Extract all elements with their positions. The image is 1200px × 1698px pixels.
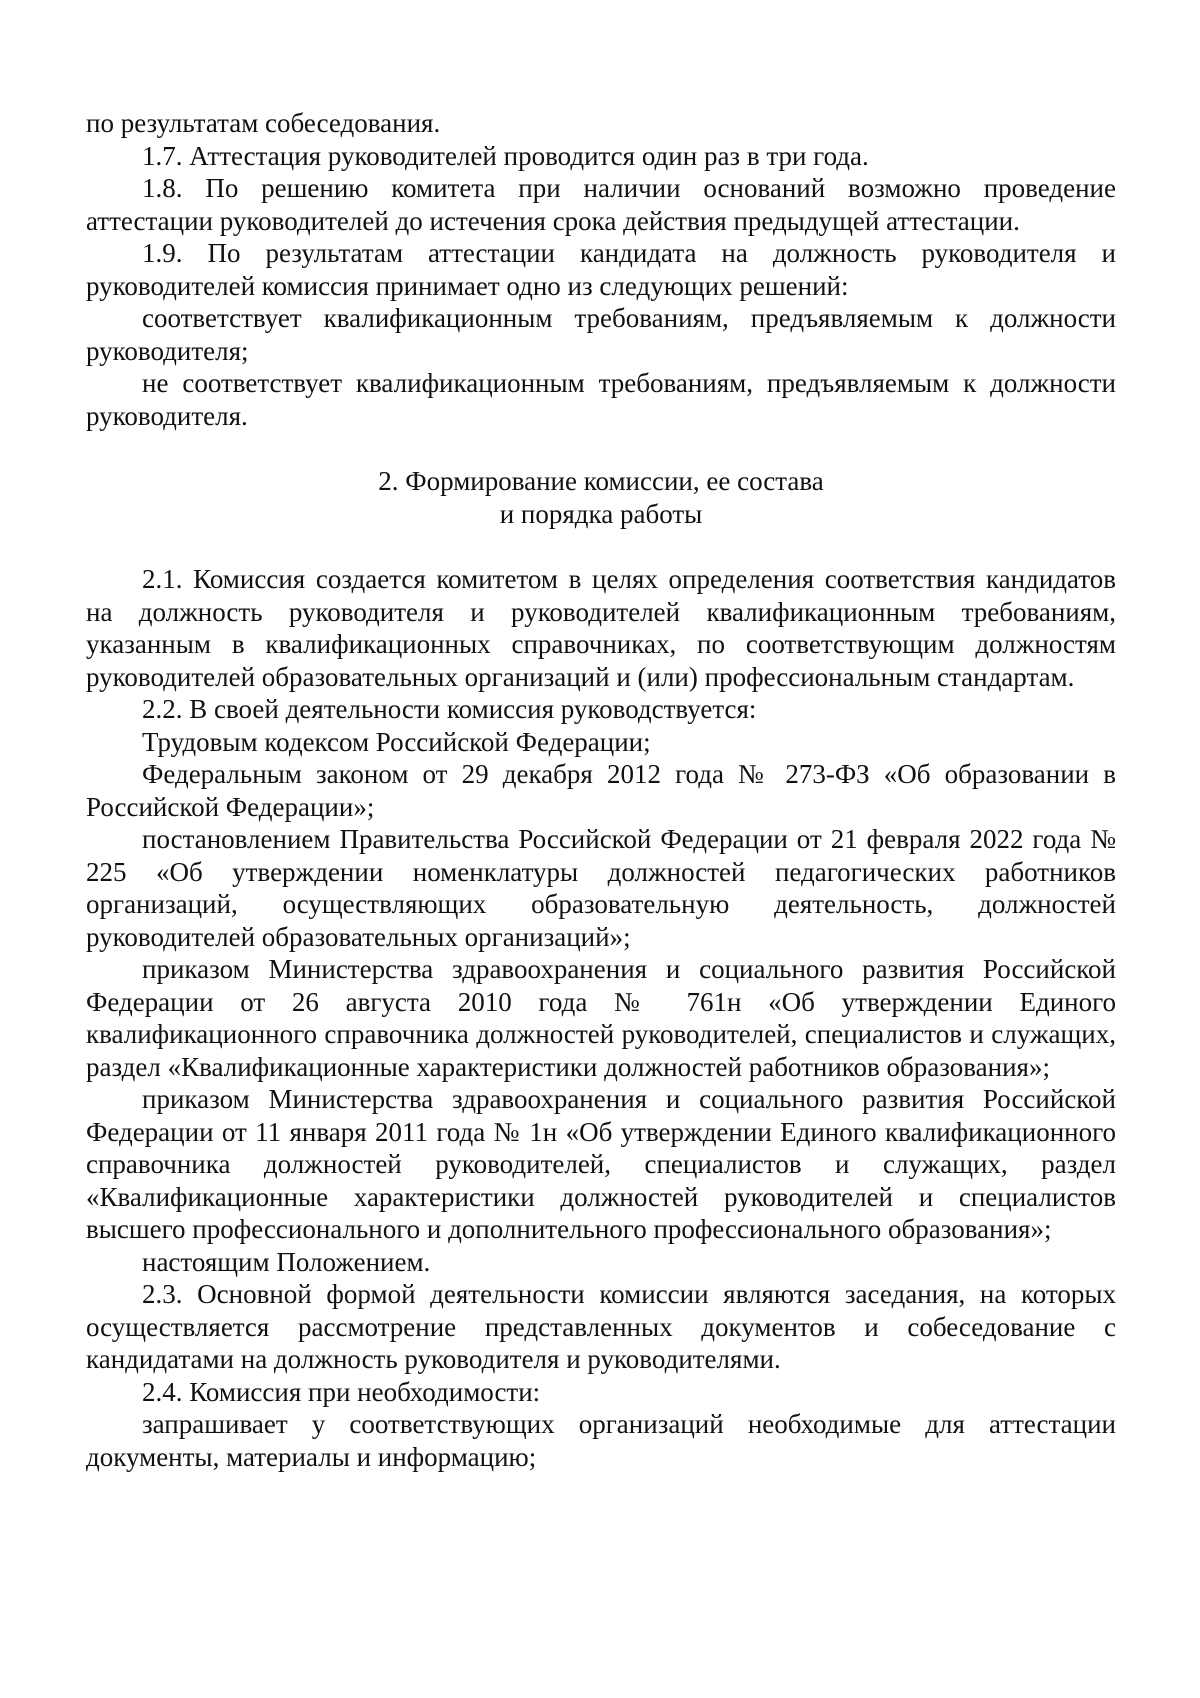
paragraph: 2.2. В своей деятельности комиссия руководствуется: [142, 694, 757, 724]
paragraph: Трудовым кодексом Российской Федерации; [142, 726, 651, 757]
paragraph: 2.3. Основной формой деятельности комиссии являются заседания, на которых осуществляется рассмотрение представленных документов и собеседование с кандидатами на должность руководителя и руководителями. [86, 1279, 1116, 1374]
paragraph: по результатам собеседования. [86, 108, 441, 138]
paragraph: 2.4. Комиссия при необходимости: [142, 1376, 541, 1407]
paragraph: соответствует квалификационным требованиям, предъявляемым к должности руководителя; [86, 303, 1116, 366]
section-heading-line-2: и порядка работы [499, 498, 703, 529]
section-heading-text [86, 465, 1116, 530]
paragraphs-bottom [86, 563, 1116, 1473]
paragraph: 1.8. По решению комитета при наличии оснований возможно проведение аттестации руководителей до истечения срока действия предыдущей аттестации. [86, 173, 1116, 236]
paragraph: не соответствует квалификационным требованиям, предъявляемым к должности руководителя. [86, 368, 1116, 431]
paragraph: 2.1. Комиссия создается комитетом в целях определения соответствия кандидатов на должность руководителя и руководителей квалификационным требованиям, указанным в квалификационных справочниках, по соответствующим должностям руководителей образовательных организаций и (или) профессиональным стандартам. [86, 564, 1116, 692]
paragraph: приказом Министерства здравоохранения и социального развития Российской Федерации от 11 января 2011 года № 1н «Об утверждении Единого квалификационного справочника должностей руководителей, специалистов и служащих, раздел «Квалификационные характеристики должностей руководителей и специалистов высшего профессионального и дополнительного профессионального образования»; [86, 1084, 1116, 1244]
paragraph: приказом Министерства здравоохранения и социального развития Российской Федерации от 26 августа 2010 года № 761н «Об утверждении Единого квалификационного справочника должностей руководителей, специалистов и служащих, раздел «Квалификационные характеристики должностей работников образования»; [86, 954, 1116, 1082]
paragraphs-top [86, 107, 1116, 432]
paragraph: настоящим Положением. [142, 1246, 431, 1277]
paragraph: постановлением Правительства Российской Федерации от 21 февраля 2022 года № 225 «Об утверждении номенклатуры должностей педагогических работников организаций, осуществляющих образовательную деятельность, должностей руководителей образовательных организаций»; [86, 824, 1116, 952]
section-heading-line-1: 2. Формирование комиссии, ее состава [378, 466, 824, 496]
paragraph: 1.7. Аттестация руководителей проводится один раз в три года. [142, 140, 869, 171]
paragraph: 1.9. По результатам аттестации кандидата на должность руководителя и руководителей комиссия принимает одно из следующих решений: [86, 238, 1116, 301]
paragraph: запрашивает у соответствующих организаций необходимые для аттестации документы, материалы и информацию; [86, 1409, 1116, 1472]
section-heading [86, 465, 1116, 530]
paragraph: Федеральным законом от 29 декабря 2012 года № 273-ФЗ «Об образовании в Российской Федерации»; [86, 759, 1116, 822]
